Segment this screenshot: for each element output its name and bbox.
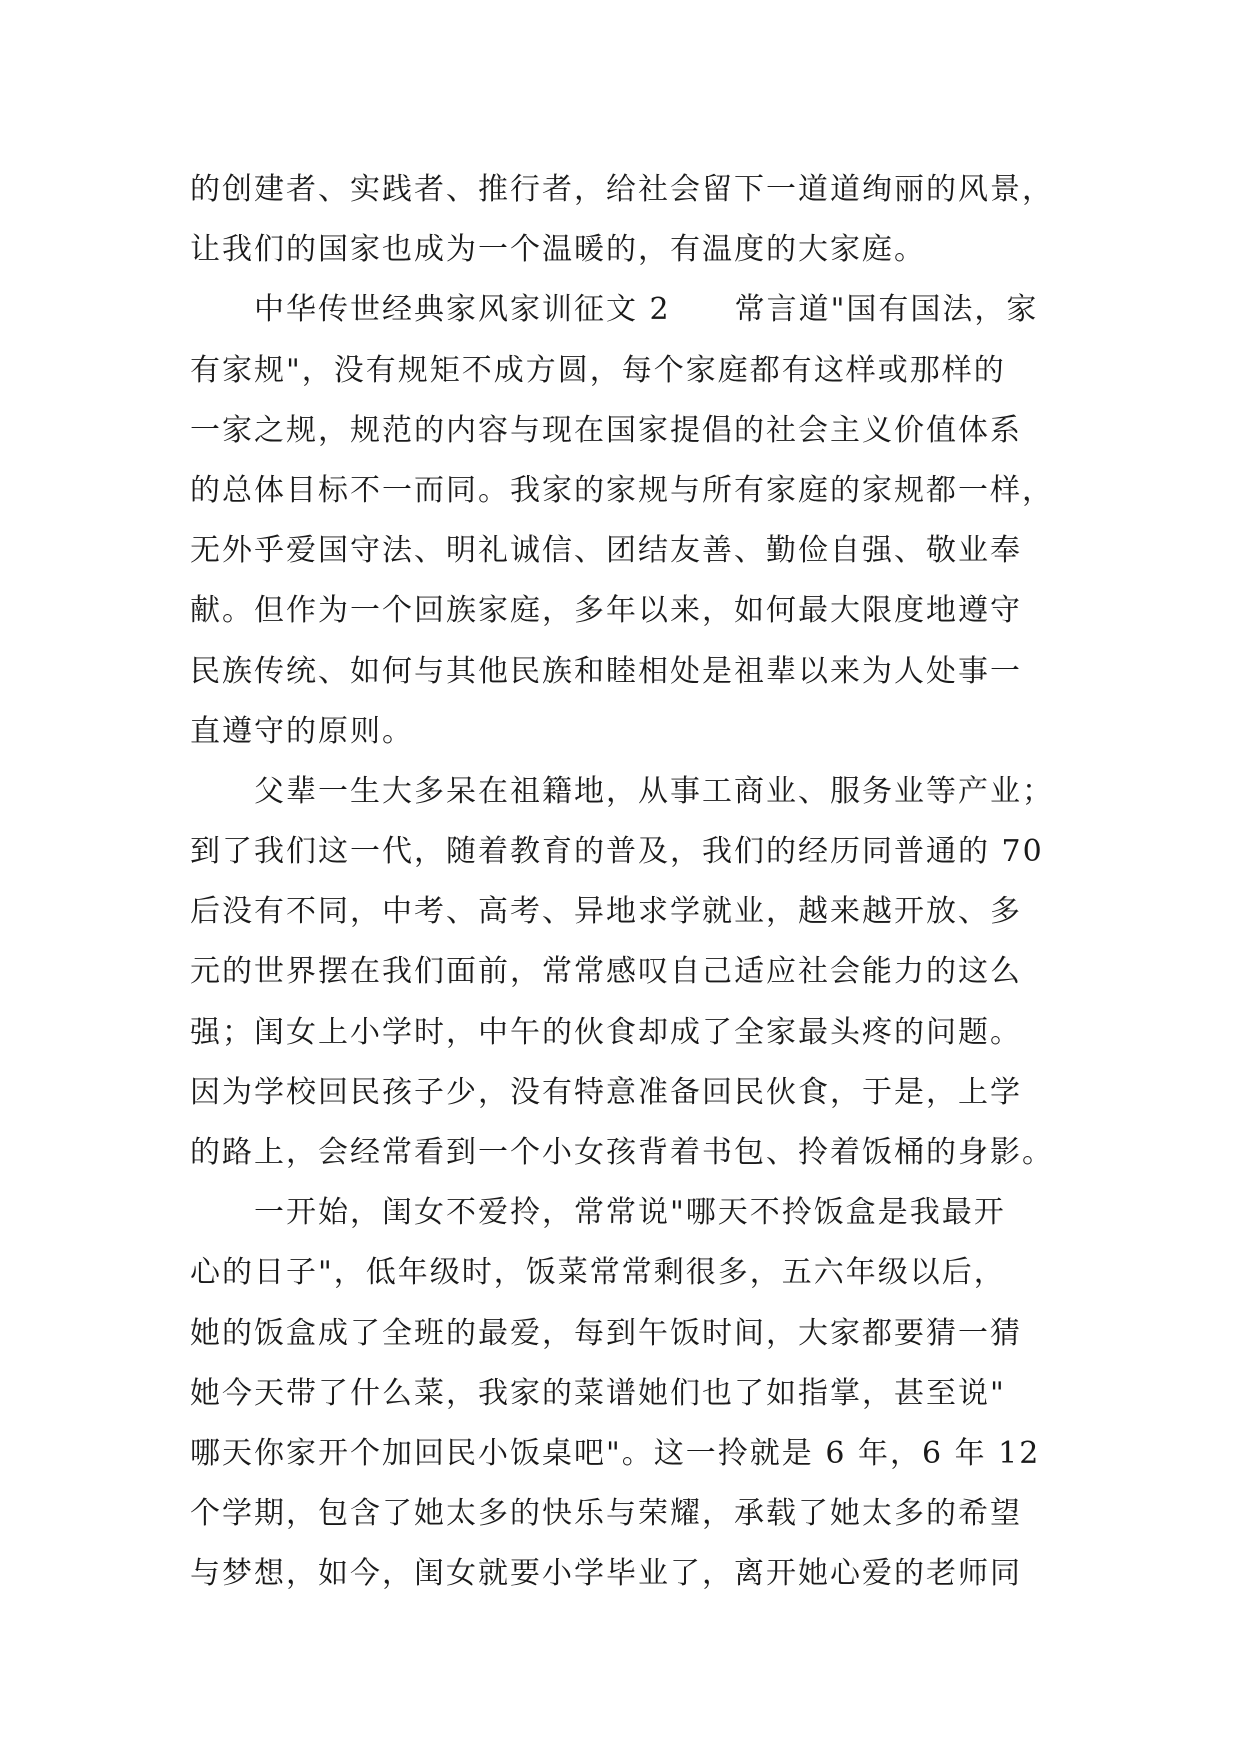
text-line: 一开始，闺女不爱拎，常常说"哪天不拎饭盒是我最开 <box>190 1195 1006 1231</box>
text-line: 哪天你家开个加回民小饭桌吧"。这一拎就是 6 年，6 年 12 <box>190 1435 1041 1471</box>
text-line: 个学期，包含了她太多的快乐与荣耀，承载了她太多的希望 <box>190 1496 1022 1532</box>
text-line: 中华传世经典家风家训征文 2 常言道"国有国法，家 <box>190 292 1039 328</box>
text-line: 一家之规，规范的内容与现在国家提倡的社会主义价值体系 <box>190 412 1022 448</box>
text-line: 的路上，会经常看到一个小女孩背着书包、拎着饭桶的身影。 <box>190 1135 1054 1170</box>
text-line: 无外乎爱国守法、明礼诚信、团结友善、勤俭自强、敬业奉 <box>190 533 1022 569</box>
text-line: 元的世界摆在我们面前，常常感叹自己适应社会能力的这么 <box>190 954 1022 990</box>
text-line: 与梦想，如今，闺女就要小学毕业了，离开她心爱的老师同 <box>190 1556 1022 1592</box>
text-line: 直遵守的原则。 <box>190 713 414 749</box>
text-line: 她今天带了什么菜，我家的菜谱她们也了如指掌，甚至说" <box>190 1375 1006 1411</box>
text-line: 的总体目标不一而同。我家的家规与所有家庭的家规都一样， <box>190 472 1054 508</box>
text-line: 有家规"，没有规矩不成方圆，每个家庭都有这样或那样的 <box>190 352 1006 388</box>
text-line: 献。但作为一个回族家庭，多年以来，如何最大限度地遵守 <box>190 593 1022 629</box>
text-line: 到了我们这一代，随着教育的普及，我们的经历同普通的 70 <box>190 834 1044 870</box>
text-line: 的创建者、实践者、推行者，给社会留下一道道绚丽的风景， <box>190 172 1054 207</box>
text-line: 强；闺女上小学时，中午的伙食却成了全家最头疼的问题。 <box>190 1014 1022 1050</box>
text-line: 后没有不同，中考、高考、异地求学就业，越来越开放、多 <box>190 894 1022 930</box>
body-text <box>190 160 1070 1605</box>
text-line: 父辈一生大多呆在祖籍地，从事工商业、服务业等产业； <box>190 773 1054 809</box>
text-line: 因为学校回民孩子少，没有特意准备回民伙食，于是，上学 <box>190 1074 1022 1110</box>
text-line: 让我们的国家也成为一个温暖的，有温度的大家庭。 <box>190 232 926 268</box>
text-line: 民族传统、如何与其他民族和睦相处是祖辈以来为人处事一 <box>190 653 1022 689</box>
text-line: 心的日子"，低年级时，饭菜常常剩很多，五六年级以后， <box>190 1255 1006 1291</box>
text-line: 她的饭盒成了全班的最爱，每到午饭时间，大家都要猜一猜 <box>190 1315 1022 1351</box>
